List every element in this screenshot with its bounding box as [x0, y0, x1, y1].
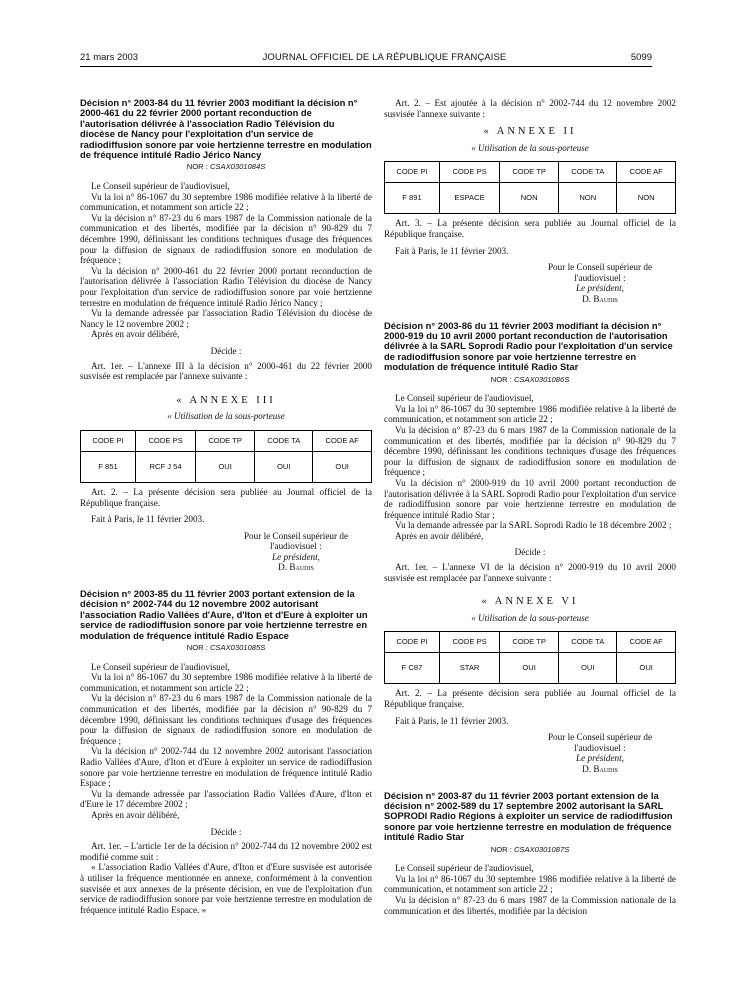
- header-title: JOURNAL OFFICIEL DE LA RÉPUBLIQUE FRANÇAISE: [262, 51, 507, 63]
- paragraph: Vu la loi n° 86-1067 du 30 septembre 1986 modifiée relative à la liberté de communication, et notamment son article 22 ;: [384, 873, 676, 895]
- decide-heading: Décide :: [210, 345, 242, 356]
- decision-title: Décision n° 2003-85 du 11 février 2003 portant extension de la décision n° 2002-744 du 12 novembre 2002 autorisant l'association Radio Vallées d'Aure, d'Iton et d'Eure à exploiter un service de radiodiffusion sonore par voie hertzienne terrestre en modulation de fréquence intitulé Radio Espace: [80, 588, 368, 641]
- table-cell: OUI: [313, 451, 372, 482]
- paragraph: Vu la loi n° 86-1067 du 30 septembre 1986 modifiée relative à la liberté de communication, et notamment son article 22 ;: [80, 672, 372, 693]
- paragraph: Vu la loi n° 86-1067 du 30 septembre 1986 modifiée relative à la liberté de communication, et notamment son article 22 ;: [80, 191, 372, 213]
- annex-title: « ANNEXE III: [176, 394, 276, 406]
- nor-reference: NOR : CSAX0301087S: [490, 844, 570, 854]
- nor-reference: NOR : CSAX0301086S: [490, 374, 570, 384]
- annex-title: « ANNEXE II: [483, 126, 577, 138]
- signature-place-date: Fait à Paris, le 11 février 2003.: [395, 245, 509, 256]
- paragraph: Après en avoir délibéré,: [91, 810, 180, 820]
- paragraph: Après en avoir délibéré,: [91, 329, 180, 340]
- table-header: CODE PS: [440, 162, 500, 183]
- table-cell: F C87: [385, 653, 440, 684]
- table-header: CODE TA: [559, 632, 617, 653]
- table-header: CODE TA: [255, 430, 313, 451]
- table-header: CODE PI: [81, 430, 136, 451]
- table-cell: OUI: [500, 653, 559, 684]
- article: Art. 3. – La présente décision sera publiée au Journal officiel de la République française.: [384, 218, 676, 239]
- article: Art. 1er. – L'annexe VI de la décision n° 2000-919 du 10 avril 2000 susvisée est remplacée par l'annexe suivante :: [384, 562, 676, 583]
- table-header: CODE AF: [313, 430, 372, 451]
- paragraph: Vu la décision n° 2002-744 du 12 novembre 2002 autorisant l'association Radio Vallées d'Aure, d'Iton et d'Eure à exploiter un service de radiodiffusion sonore par voie hertzienne terrestre en modulation de fréquence intitulé Radio Espace ;: [80, 746, 372, 789]
- paragraph: Vu la demande adressée par la SARL Soprodi Radio le 18 décembre 2002 ;: [395, 520, 672, 531]
- table-header: CODE TP: [500, 632, 559, 653]
- table-cell: F 851: [81, 451, 136, 482]
- quoted-article: « L'association Radio Vallées d'Aure, d'Iton et d'Eure susvisée est autorisée à utiliser la fréquence mentionnée en annexe, conformément à la convention susvisée et aux annexes de la présente décision, en vue de l'exploitation d'un service de radiodiffusion sonore par voie hertzienne terrestre en modulation de fréquence intitulé Radio Espace. »: [80, 862, 372, 915]
- paragraph: Vu la décision n° 87-23 du 6 mars 1987 de la Commission nationale de la communication et des libertés, modifiée par la décision n° 90-829 du 7 décembre 1990, définissant les conditions techniques d'usage des fréquences pour la diffusion de signaux de radiodiffusion sonore en modulation de fréquence ;: [80, 693, 372, 746]
- left-column: [80, 98, 372, 915]
- table-cell: NON: [500, 183, 559, 214]
- table-header: CODE PI: [385, 162, 440, 183]
- table-header: CODE PS: [136, 430, 196, 451]
- frequency-table: [384, 161, 676, 214]
- paragraph: Vu la décision n° 87-23 du 6 mars 1987 de la Commission nationale de la communication et des libertés, modifiée par la décision n° 90-829 du 7 décembre 1990, définissant les conditions techniques d'usage des fréquences pour la diffusion de signaux de radiodiffusion sonore en modulation de fréquence ;: [80, 212, 372, 266]
- signature-name: D. Baudis: [582, 764, 618, 774]
- annex-subtitle: « Utilisation de la sous-porteuse: [167, 411, 285, 422]
- table-cell: F 891: [385, 183, 440, 214]
- decide-heading: Décide :: [514, 547, 546, 558]
- paragraph: Après en avoir délibéré,: [395, 530, 484, 541]
- article: Art. 1er. – L'article 1er de la décision n° 2002-744 du 12 novembre 2002 est modifié comme suit :: [80, 841, 372, 862]
- table-header: CODE PI: [385, 632, 440, 653]
- paragraph: Le Conseil supérieur de l'audiovisuel,: [395, 863, 534, 874]
- decide-heading: Décide :: [210, 826, 242, 837]
- signature-role: Le président,: [576, 753, 624, 764]
- signature-line: Pour le Conseil supérieur de l'audiovisuel :: [547, 732, 653, 753]
- article: Art. 2. – Est ajoutée à la décision n° 2002-744 du 12 novembre 2002 susvisée l'annexe suivante :: [384, 98, 676, 119]
- table-cell: OUI: [255, 451, 313, 482]
- paragraph: Vu la demande adressée par l'association Radio Vallées d'Aure, d'Iton et d'Eure le 17 décembre 2002 ;: [80, 788, 372, 810]
- article: Art. 1er. – L'annexe III à la décision n° 2000-461 du 22 février 2000 susvisée est remplacée par l'annexe suivante :: [80, 360, 372, 382]
- paragraph: Vu la décision n° 87-23 du 6 mars 1987 de la Commission nationale de la communication et des libertés, modifiée par la décision n° 90-829 du 7 décembre 1990, définissant les conditions techniques d'usage des fréquences pour la diffusion de signaux de radiodiffusion sonore en modulation de fréquence ;: [384, 424, 676, 478]
- table-cell: NON: [617, 183, 676, 214]
- annex-title: « ANNEXE VI: [481, 596, 579, 608]
- page-header: [80, 50, 652, 64]
- signature-name: D. Baudis: [278, 562, 314, 573]
- table-header: CODE AF: [617, 162, 676, 183]
- table-cell: OUI: [617, 653, 676, 684]
- header-rule: [80, 66, 652, 67]
- paragraph: Le Conseil supérieur de l'audiovisuel,: [91, 181, 230, 192]
- frequency-table: [80, 430, 372, 483]
- decision-title: Décision n° 2003-87 du 11 février 2003 portant extension de la décision n° 2002-589 du 17 septembre 2002 autorisant la SARL SOPRODI Radio Régions à exploiter un service de radiodiffusion sonore par voie hertzienne terrestre en modulation de fréquence intitulé Radio Star: [384, 789, 673, 843]
- table-header: CODE AF: [617, 632, 676, 653]
- paragraph: Vu la décision n° 2000-919 du 10 avril 2000 portant reconduction de l'autorisation délivrée à la SARL Soprodi Radio pour l'exploitation d'un service de radiodiffusion sonore par voie hertzienne terrestre en modulation de fréquence intitulé Radio Star ;: [384, 477, 676, 520]
- table-header: CODE TA: [559, 162, 617, 183]
- signature-place-date: Fait à Paris, le 11 février 2003.: [395, 715, 509, 726]
- signature-role: Le président,: [576, 283, 624, 294]
- table-cell: ESPACE: [440, 183, 500, 214]
- signature-line: Pour le Conseil supérieur de l'audiovisuel :: [547, 262, 653, 283]
- nor-reference: NOR : CSAX0301084S: [186, 162, 266, 172]
- frequency-table: [384, 631, 676, 684]
- table-header: CODE PS: [440, 632, 500, 653]
- table-header: CODE TP: [196, 430, 255, 451]
- table-header: CODE TP: [500, 162, 559, 183]
- table-cell: NON: [559, 183, 617, 214]
- signature-line: Pour le Conseil supérieur de l'audiovisuel :: [243, 530, 349, 552]
- table-cell: RCF J 54: [136, 451, 196, 482]
- paragraph: Vu la demande adressée par l'association Radio Télévision du diocèse de Nancy le 12 novembre 2002 ;: [80, 308, 372, 329]
- article: Art. 2. – La présente décision sera publiée au Journal officiel de la République française.: [384, 688, 676, 710]
- decision-title: Décision n° 2003-86 du 11 février 2003 modifiant la décision n° 2000-919 du 10 avril 2000 portant reconduction de l'autorisation délivrée à la SARL Soprodi Radio pour l'exploitation d'un service de radiodiffusion sonore par voie hertzienne terrestre en modulation de fréquence intitulé Radio Star: [384, 319, 673, 373]
- paragraph: Vu la décision n° 87-23 du 6 mars 1987 de la Commission nationale de la communication et des libertés, modifiée par la décision: [384, 895, 676, 916]
- table-cell: OUI: [559, 653, 617, 684]
- paragraph: Le Conseil supérieur de l'audiovisuel,: [91, 661, 230, 672]
- table-cell: STAR: [440, 653, 500, 684]
- decision-title: Décision n° 2003-84 du 11 février 2003 modifiant la décision n° 2000-461 du 22 février 2000 portant reconduction de l'autorisation délivrée à l'association Radio Télévision du diocèse de Nancy pour l'exploitation d'un service de radiodiffusion sonore par voie hertzienne terrestre en modulation de fréquence intitulé Radio Jérico Nancy: [80, 97, 372, 161]
- signature-role: Le président,: [272, 551, 320, 562]
- annex-subtitle: « Utilisation de la sous-porteuse: [471, 612, 589, 623]
- annex-subtitle: « Utilisation de la sous-porteuse: [471, 142, 589, 153]
- paragraph: Vu la décision n° 2000-461 du 22 février 2000 portant reconduction de l'autorisation délivrée à l'association Radio Télévision du diocèse de Nancy pour l'exploitation d'un service de radiodiffusion sonore par voie hertzienne terrestre en modulation de fréquence intitulé Radio Jérico Nancy ;: [80, 265, 372, 308]
- article: Art. 2. – La présente décision sera publiée au Journal officiel de la République française.: [80, 486, 372, 508]
- table-cell: OUI: [196, 451, 255, 482]
- page-number: 5099: [630, 51, 652, 63]
- header-date: 21 mars 2003: [80, 51, 139, 63]
- signature-name: D. Baudis: [582, 293, 618, 304]
- signature-place-date: Fait à Paris, le 11 février 2003.: [91, 514, 205, 525]
- nor-reference: NOR : CSAX0301085S: [186, 643, 266, 653]
- paragraph: Vu la loi n° 86-1067 du 30 septembre 1986 modifiée relative à la liberté de communication, et notamment son article 22 ;: [384, 403, 676, 425]
- paragraph: Le Conseil supérieur de l'audiovisuel,: [395, 393, 534, 404]
- right-column: [384, 98, 676, 916]
